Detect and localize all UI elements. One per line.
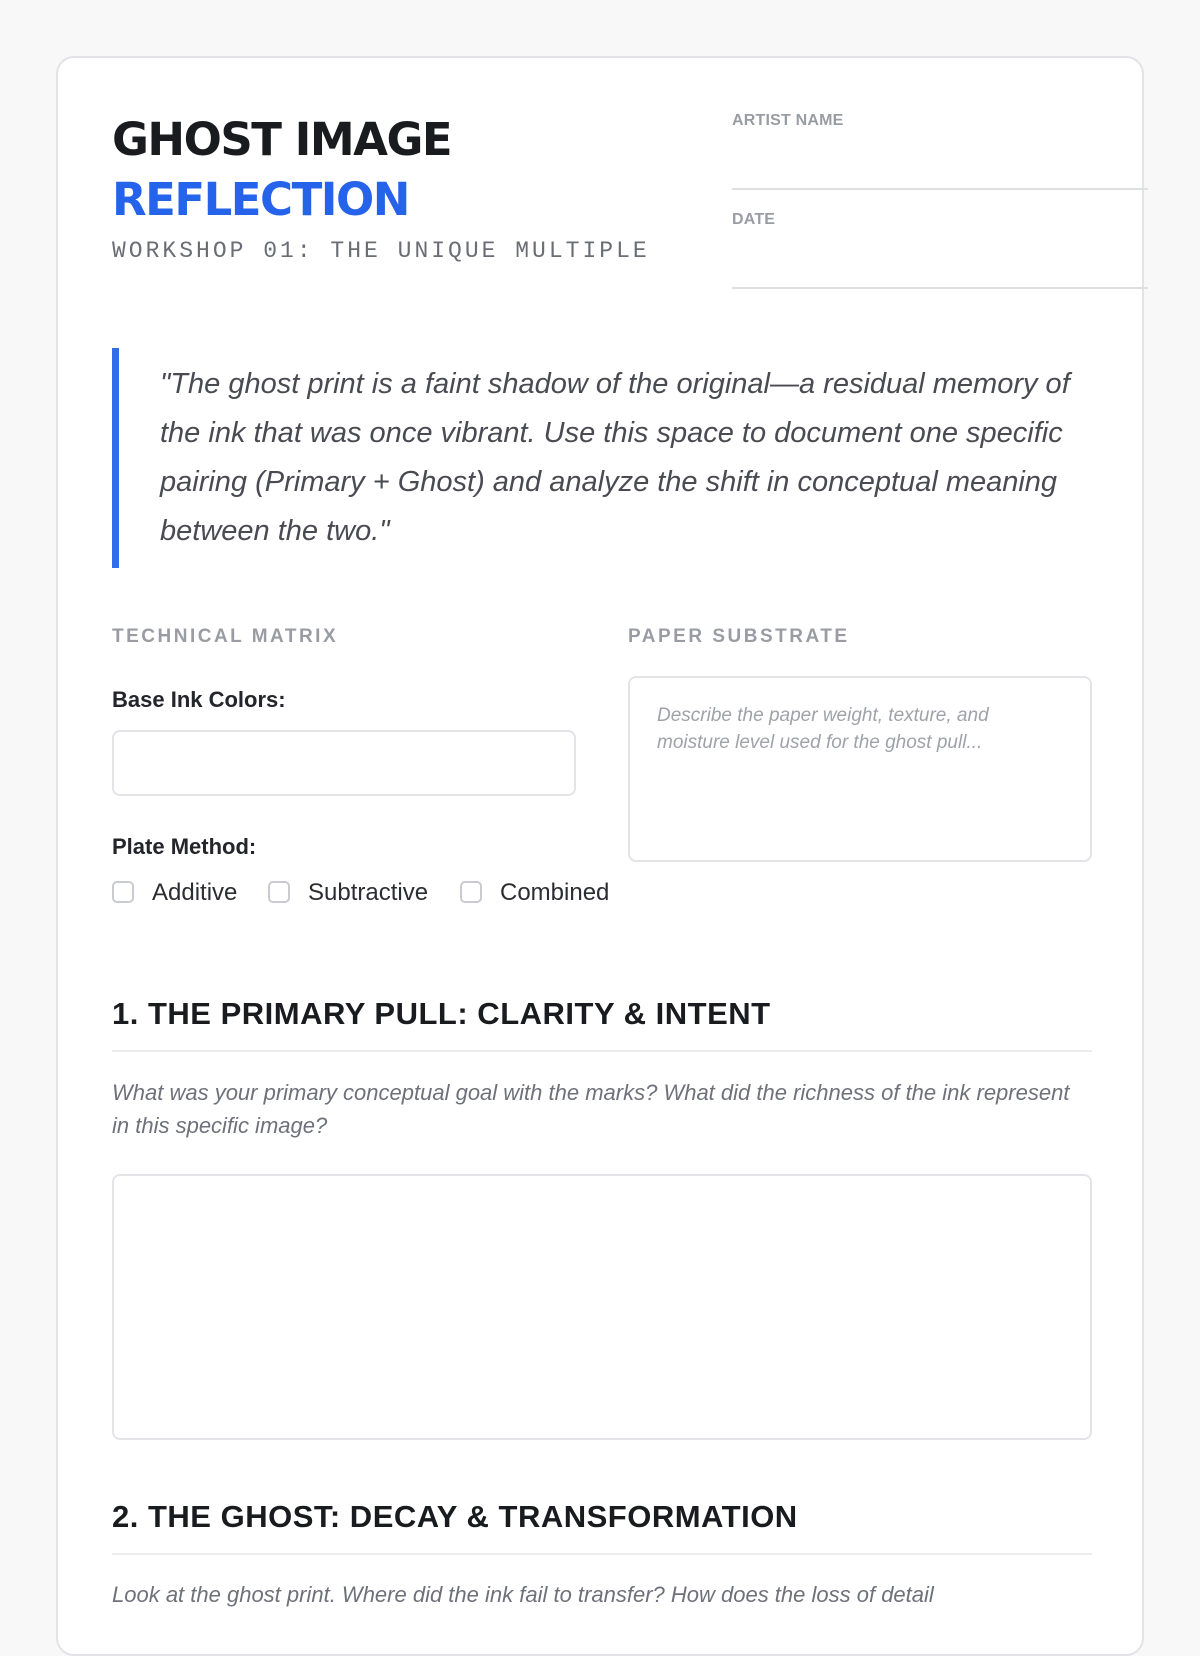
plate-method-label: Plate Method:	[112, 834, 257, 859]
plate-method-options	[112, 878, 632, 910]
paper-substrate-label: PAPER SUBSTRATE	[628, 626, 850, 647]
workshop-subtitle: WORKSHOP 01: THE UNIQUE MULTIPLE	[112, 238, 650, 264]
section-1-prompt: What was your primary conceptual goal with the marks? What did the richness of the ink represent in this specific image?	[112, 1080, 1070, 1138]
section-1-heading: 1. THE PRIMARY PULL: CLARITY & INTENT	[112, 996, 771, 1031]
instruction-quote	[112, 348, 1092, 568]
quote-text: "The ghost print is a faint shadow of the original—a residual memory of the ink that was once vibrant. Use this space to document one specific pairing (Primary + Ghost) and analyze the shift in conceptual meaning between the two."	[160, 368, 1070, 547]
combined-label[interactable]: Combined	[500, 879, 610, 906]
base-ink-input[interactable]	[112, 730, 576, 796]
section-2-heading: 2. THE GHOST: DECAY & TRANSFORMATION	[112, 1499, 798, 1534]
combined-checkbox[interactable]	[460, 881, 482, 903]
page-title: GHOST IMAGE	[112, 113, 452, 166]
subtractive-label[interactable]: Subtractive	[308, 879, 429, 906]
additive-label[interactable]: Additive	[152, 879, 238, 906]
paper-substrate-textarea[interactable]	[628, 676, 1092, 862]
additive-checkbox[interactable]	[112, 881, 134, 903]
artist-name-field[interactable]	[732, 134, 1148, 190]
section-2-divider	[112, 1553, 1092, 1555]
page-title-accent: REFLECTION	[112, 173, 409, 226]
section-1-divider	[112, 1050, 1092, 1052]
base-ink-label: Base Ink Colors:	[112, 687, 286, 712]
subtractive-checkbox[interactable]	[268, 881, 290, 903]
worksheet-card	[56, 56, 1144, 1656]
paper-substrate-placeholder: Describe the paper weight, texture, and moisture level used for the ghost pull...	[657, 705, 989, 753]
artist-name-label: ARTIST NAME	[732, 112, 844, 129]
artist-meta	[732, 58, 1148, 358]
section-1-answer[interactable]	[112, 1174, 1092, 1440]
technical-matrix-label: TECHNICAL MATRIX	[112, 626, 339, 647]
date-field[interactable]	[732, 233, 1148, 289]
section-2-prompt: Look at the ghost print. Where did the ink fail to transfer? How does the loss of detail	[112, 1582, 934, 1607]
worksheet-content	[112, 58, 1092, 1654]
date-label: DATE	[732, 211, 776, 228]
